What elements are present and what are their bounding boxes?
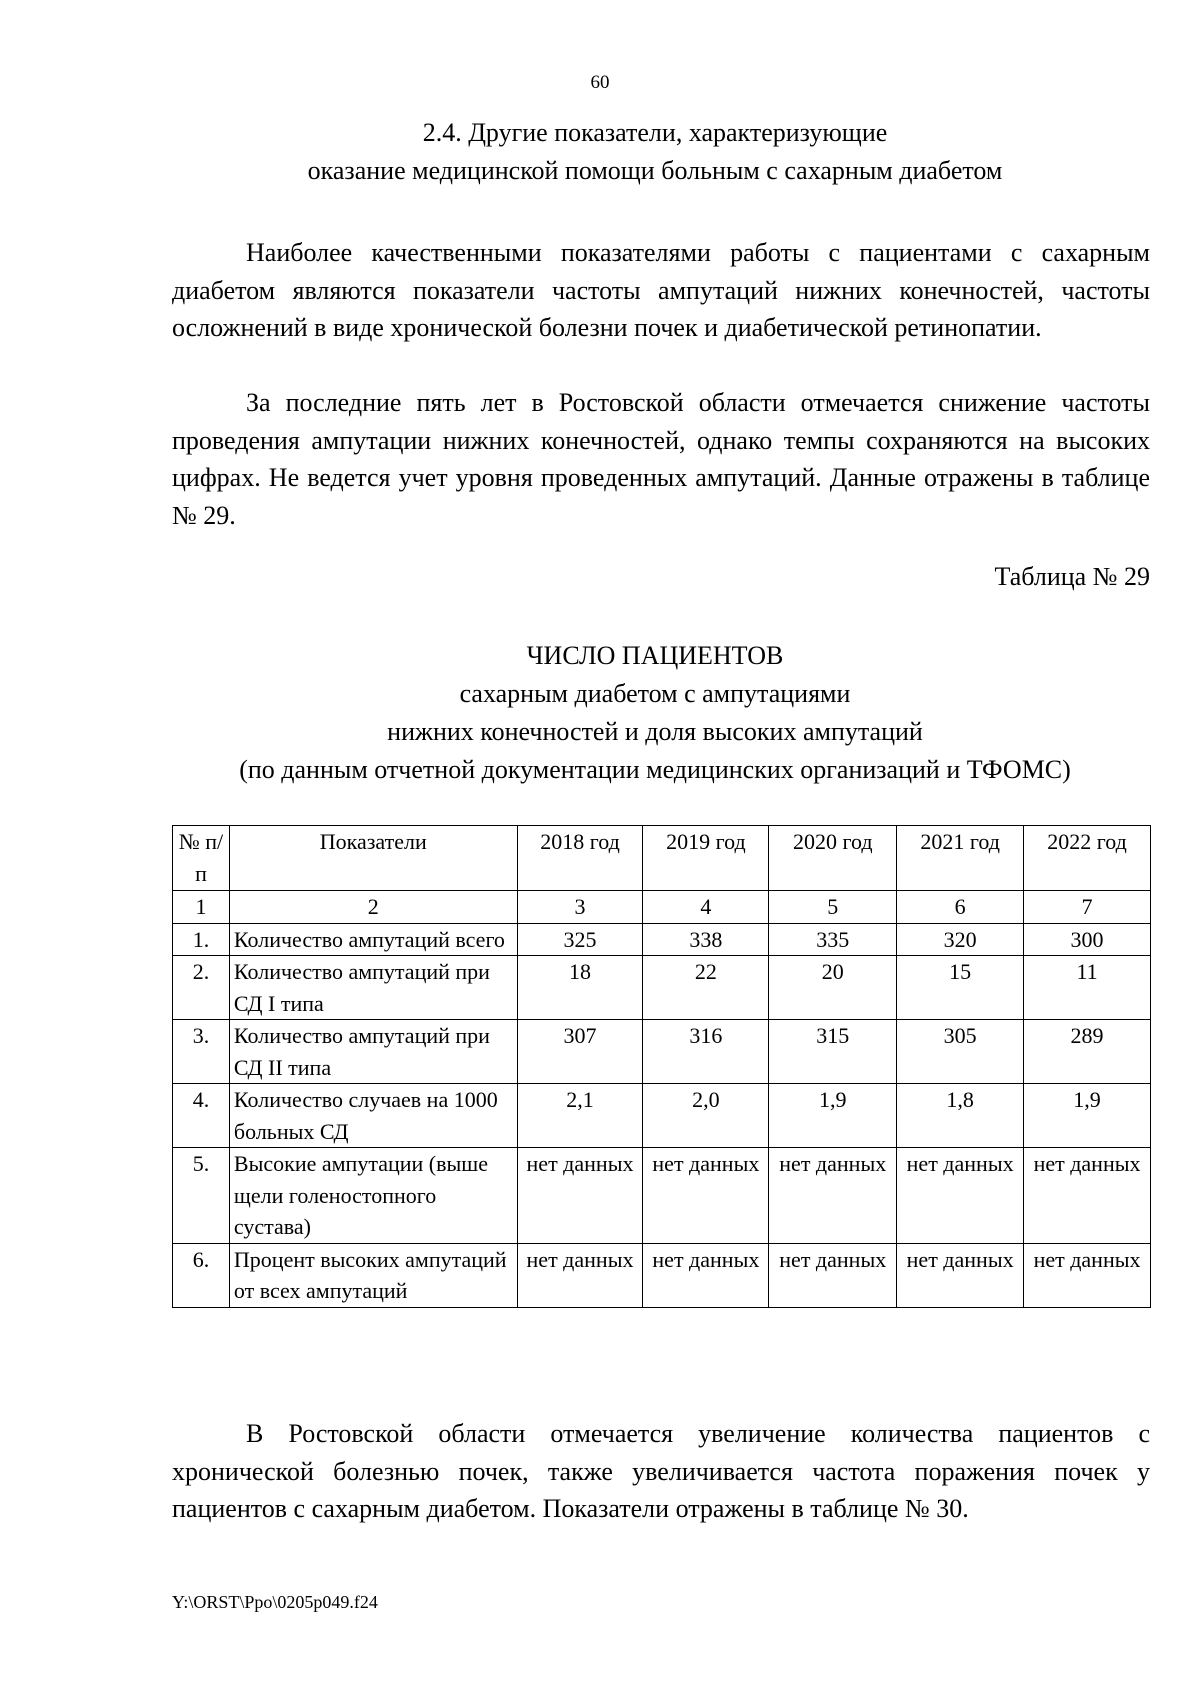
value-cell-2021: 320 <box>897 923 1024 956</box>
value-cell-2021: 305 <box>897 1020 1024 1084</box>
value-cell-2018: 18 <box>517 956 643 1020</box>
column-number-cell: 1 <box>173 891 230 924</box>
table-title-line-3: нижних конечностей и доля высоких ампутаций <box>387 717 923 746</box>
row-label-cell: Количество случаев на 1000 больных СД <box>229 1084 517 1148</box>
row-label-cell: Количество ампутаций всего <box>229 923 517 956</box>
header-cell-2018: 2018 год <box>517 826 643 891</box>
amputations-table <box>172 825 1151 1308</box>
column-number-cell: 5 <box>769 891 897 924</box>
header-cell-2019: 2019 год <box>643 826 769 891</box>
table-title-line-2: сахарным диабетом с ампутациями <box>459 679 851 708</box>
file-path-footer: Y:\ORST\Ppo\0205p049.f24 <box>172 1592 378 1612</box>
value-cell-2020: 335 <box>769 923 897 956</box>
paragraph-3: В Ростовской области отмечается увеличение количества пациентов с хронической болезнью почек, также увеличивается частота поражения почек у пациентов с сахарным диабетом. Показатели отражены в таблице № 30. <box>172 1419 1150 1523</box>
value-cell-2018: 2,1 <box>517 1084 643 1148</box>
value-cell-2019: 22 <box>643 956 769 1020</box>
table-title-line-4: (по данным отчетной документации медицинских организаций и ТФОМС) <box>239 755 1071 784</box>
column-numbers-row <box>173 891 1151 924</box>
value-cell-2019: 2,0 <box>643 1084 769 1148</box>
value-cell-2022: 289 <box>1024 1020 1151 1084</box>
table-row <box>173 1148 1151 1244</box>
value-cell-2022: 11 <box>1024 956 1151 1020</box>
table-row <box>173 1243 1151 1307</box>
row-label-cell: Количество ампутаций при СД I типа <box>229 956 517 1020</box>
value-cell-2022: нет данных <box>1024 1148 1151 1244</box>
value-cell-2022: 300 <box>1024 923 1151 956</box>
page-number: 60 <box>590 72 610 93</box>
value-cell-2018: нет данных <box>517 1243 643 1307</box>
row-number-cell: 4. <box>173 1084 230 1148</box>
column-number-cell: 4 <box>643 891 769 924</box>
value-cell-2022: 1,9 <box>1024 1084 1151 1148</box>
row-number-cell: 1. <box>173 923 230 956</box>
paragraph-2: За последние пять лет в Ростовской области отмечается снижение частоты проведения ампутации нижних конечностей, однако темпы сохраняются на высоких цифрах. Не ведется учет уровня проведенных ампутаций. Данные отражены в таблице № 29. <box>172 388 1150 530</box>
row-number-cell: 3. <box>173 1020 230 1084</box>
value-cell-2018: нет данных <box>517 1148 643 1244</box>
value-cell-2020: нет данных <box>769 1243 897 1307</box>
value-cell-2022: нет данных <box>1024 1243 1151 1307</box>
value-cell-2021: 15 <box>897 956 1024 1020</box>
row-number-cell: 6. <box>173 1243 230 1307</box>
table-number: Таблица № 29 <box>994 562 1150 591</box>
header-cell-2022: 2022 год <box>1024 826 1151 891</box>
value-cell-2020: нет данных <box>769 1148 897 1244</box>
column-number-cell: 3 <box>517 891 643 924</box>
value-cell-2019: нет данных <box>643 1148 769 1244</box>
value-cell-2018: 325 <box>517 923 643 956</box>
table-row <box>173 923 1151 956</box>
header-cell-indicator: Показатели <box>229 826 517 891</box>
row-label-cell: Высокие ампутации (выше щели голеностопного сустава) <box>229 1148 517 1244</box>
header-cell-2020: 2020 год <box>769 826 897 891</box>
table-header-row <box>173 826 1151 891</box>
table-row <box>173 1084 1151 1148</box>
value-cell-2021: нет данных <box>897 1243 1024 1307</box>
row-label-cell: Процент высоких ампутаций от всех ампутаций <box>229 1243 517 1307</box>
value-cell-2020: 315 <box>769 1020 897 1084</box>
header-cell-number: № п/п <box>173 826 230 891</box>
column-number-cell: 7 <box>1024 891 1151 924</box>
row-number-cell: 5. <box>173 1148 230 1244</box>
column-number-cell: 2 <box>229 891 517 924</box>
value-cell-2019: нет данных <box>643 1243 769 1307</box>
value-cell-2021: 1,8 <box>897 1084 1024 1148</box>
section-heading-line-2: оказание медицинской помощи больным с сахарным диабетом <box>307 156 1003 185</box>
row-number-cell: 2. <box>173 956 230 1020</box>
header-cell-2021: 2021 год <box>897 826 1024 891</box>
value-cell-2018: 307 <box>517 1020 643 1084</box>
value-cell-2021: нет данных <box>897 1148 1024 1244</box>
column-number-cell: 6 <box>897 891 1024 924</box>
section-heading <box>160 114 1150 190</box>
table-row <box>173 956 1151 1020</box>
section-heading-line-1: 2.4. Другие показатели, характеризующие <box>422 118 888 147</box>
table-title-line-1: ЧИСЛО ПАЦИЕНТОВ <box>526 641 784 670</box>
row-label-cell: Количество ампутаций при СД II типа <box>229 1020 517 1084</box>
table-title <box>160 637 1150 789</box>
paragraph-1: Наиболее качественными показателями работы с пациентами с сахарным диабетом являются показатели частоты ампутаций нижних конечностей, частоты осложнений в виде хронической болезни почек и диабетической ретинопатии. <box>172 238 1150 342</box>
value-cell-2019: 316 <box>643 1020 769 1084</box>
table-row <box>173 1020 1151 1084</box>
value-cell-2020: 20 <box>769 956 897 1020</box>
value-cell-2019: 338 <box>643 923 769 956</box>
value-cell-2020: 1,9 <box>769 1084 897 1148</box>
